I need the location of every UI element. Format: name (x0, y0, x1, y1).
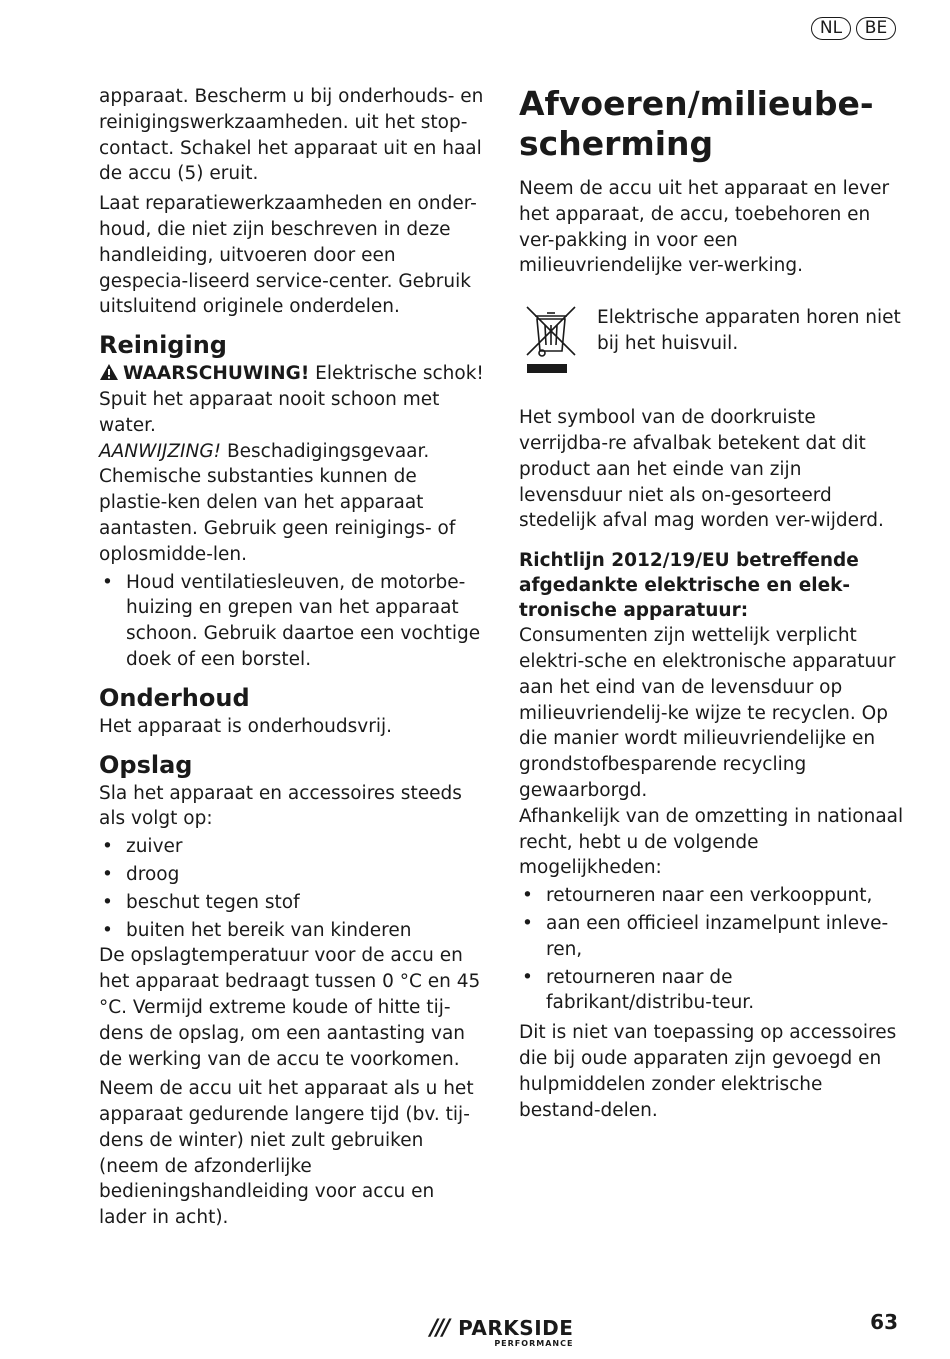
list-item: • aan een officieel inzamelpunt inleve-ren, (519, 911, 904, 963)
parkside-logo (430, 1317, 573, 1349)
cleaning-note (99, 439, 484, 568)
warning-text: Elektrische schok! Spuit het apparaat nooit schoon met water. (99, 363, 484, 436)
list-item: • retourneren naar een verkooppunt, (519, 883, 904, 909)
logo-slashes-icon: /// (430, 1316, 449, 1341)
consumer-obligation-text: Consumenten zijn wettelijk verplicht elektri-sche en elektronische apparatuur aan het eind van de levensduur op milieuvriendelij-ke wijze te recyclen. Op die manier wordt milieuvriendelijke en grondstofbesparende recycling gewaarborgd. (519, 625, 896, 801)
storage-long-term-text: Neem de accu uit het apparaat als u het apparaat gedurende langere tijd (bv. tij-dens de winter) niet zult gebruiken (neem de afzonderlijke bedieningshandleiding voor accu en lader in acht). (99, 1078, 474, 1229)
symbol-explanation: Het symbool van de doorkruiste verrijdba-re afvalbak betekent dat dit product aan het einde van zijn levensduur niet als on-gesorteerd stedelijk afval mag worden ver-wijderd. (519, 407, 884, 532)
right-column (519, 84, 904, 1123)
lang-badge-nl: NL (811, 17, 851, 40)
note-label: AANWIJZING! (99, 440, 222, 462)
warning-triangle-icon (99, 363, 119, 381)
cleaning-list (99, 570, 484, 673)
note-text: Beschadigingsgevaar. Chemische substanties kunnen de plastie-ken delen van het apparaat aantasten. Gebruik geen reinigings- of oplosmidde-len. (99, 440, 456, 565)
weee-text: Elektrische apparaten horen niet bij het huisvuil. (597, 307, 901, 354)
maintenance-heading: Onderhoud (99, 683, 250, 712)
weee-notice (519, 305, 904, 375)
intro-paragraph-1: apparaat. Bescherm u bij onderhouds- en reinigingswerkzaamheden. uit het stop-contact. Schakel het apparaat uit en haal de accu (5) eruit. (99, 86, 484, 185)
maintenance-text: Het apparaat is onderhoudsvrij. (99, 715, 392, 737)
list-item: • retourneren naar de fabrikant/distribu-teur. (519, 965, 904, 1017)
accessories-note: Dit is niet van toepassing op accessoires die bij oude apparaten zijn gevoegd en hulpmiddelen zonder elektrische bestand-delen. (519, 1022, 897, 1121)
list-item: • droog (99, 862, 484, 888)
return-options-list (519, 883, 904, 1016)
intro-paragraph-2: Laat reparatiewerkzaamheden en onder-houd, die niet zijn beschreven in deze handleiding, uitvoeren door een gespecia-liseerd service-center. Gebruik uitsluitend originele onderdelen. (99, 193, 477, 318)
lang-badge-be: BE (856, 17, 896, 40)
list-item: • beschut tegen stof (99, 890, 484, 916)
left-column (99, 84, 484, 1231)
storage-temperature-text: De opslagtemperatuur voor de accu en het apparaat bedraagt tussen 0 °C en 45 °C. Vermijd extreme koude of hitte tij-dens de opslag, om een aantasting van de werking van de accu te voorkomen. (99, 945, 481, 1070)
crossed-out-wheelie-bin-icon (523, 305, 583, 375)
cleaning-heading: Reiniging (99, 331, 227, 360)
list-item: • buiten het bereik van kinderen (99, 918, 484, 944)
storage-intro: Sla het apparaat en accessoires steeds als volgt op: (99, 782, 462, 830)
national-law-text: Afhankelijk van de omzetting in nationaal recht, hebt u de volgende mogelijkheden: (519, 805, 904, 879)
logo-brand: PARKSIDE (458, 1316, 574, 1340)
logo-subtitle: PERFORMANCE (494, 1339, 574, 1348)
storage-list (99, 834, 484, 943)
list-item: • Houd ventilatiesleuven, de motorbe-huizing en grepen van het apparaat schoon. Gebruik daartoe een vochtige doek of een borstel. (99, 570, 484, 673)
cleaning-warning (99, 361, 484, 438)
directive-heading: Richtlijn 2012/19/EU betreffende afgedankte elektrische en elek-tronische apparatuur: (519, 550, 859, 622)
page-number: 63 (870, 1310, 898, 1334)
disposal-intro: Neem de accu uit het apparaat en lever het apparaat, de accu, toebehoren en ver-pakking in voor een milieuvriendelijke ver-werking. (519, 178, 890, 277)
warning-label: WAARSCHUWING! (123, 363, 310, 385)
storage-heading: Opslag (99, 750, 193, 779)
disposal-heading: Afvoeren/milieube-scherming (519, 84, 874, 163)
list-item: • zuiver (99, 834, 484, 860)
language-badges (811, 17, 896, 40)
